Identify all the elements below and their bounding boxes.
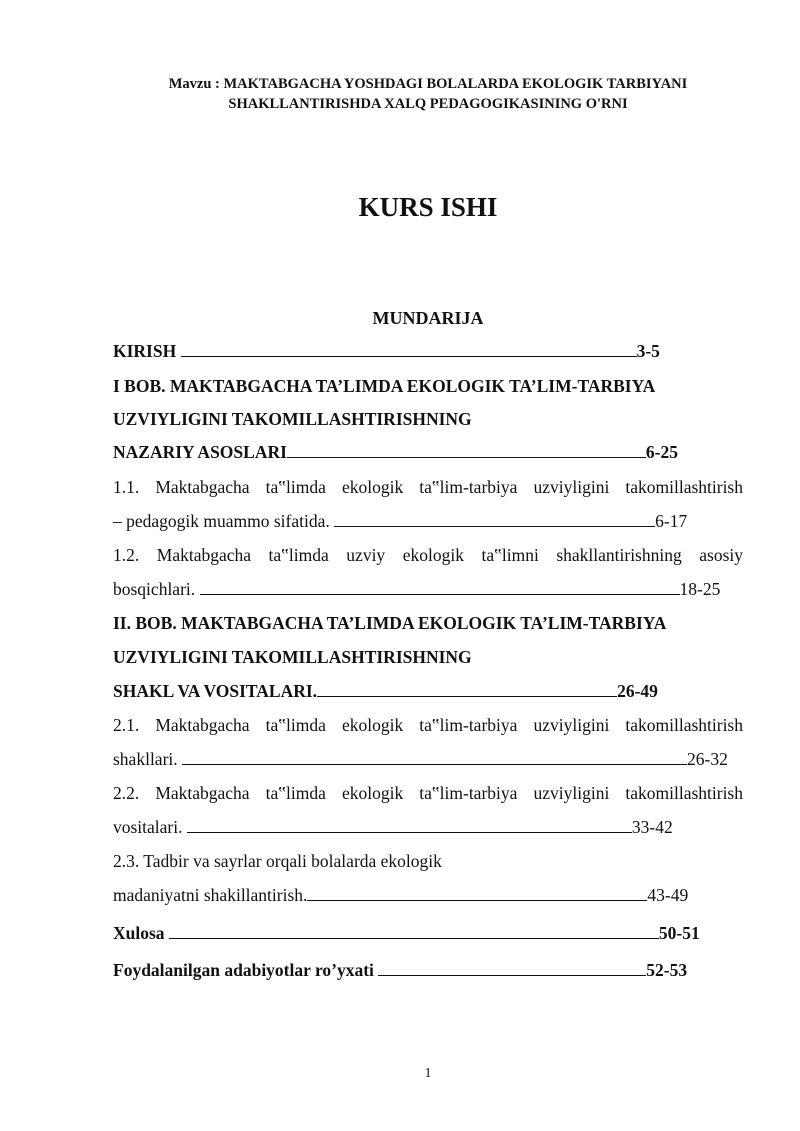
leader-line (187, 814, 632, 833)
toc-section-2-1-line-1: 2.1. Maktabgacha ta‟limda ekologik ta‟lim-tarbiya uzviyligini takomillashtirish (113, 715, 743, 735)
topic-heading (100, 74, 756, 114)
toc-entry-label: shakllari. (113, 749, 183, 769)
page-number: 1 (424, 1066, 432, 1081)
toc-entry-pages: 6-25 (645, 442, 678, 462)
leader-line (378, 957, 646, 976)
toc-section-1-2-line-2 (113, 576, 720, 602)
toc-entry-label: Foydalanilgan adabiyotlar ro’yxati (113, 960, 379, 980)
leader-line (317, 678, 617, 697)
toc-entry-pages: 3-5 (636, 341, 660, 361)
toc-entry-pages: 50-51 (658, 923, 700, 943)
leader-line (307, 882, 647, 901)
toc-chapter-2-line-2: UZVIYLIGINI TAKOMILLASHTIRISHNING (113, 647, 472, 667)
toc-chapter-1-line-1: I BOB. MAKTABGACHA TA’LIMDA EKOLOGIK TA’LIM-TARBIYA (113, 376, 656, 396)
toc-entry-label: SHAKL VA VOSITALARI. (113, 681, 318, 701)
toc-section-2-3-line-1: 2.3. Tadbir va sayrlar orqali bolalarda ekologik (113, 851, 442, 871)
toc-chapter-2-line-1: II. BOB. MAKTABGACHA TA’LIMDA EKOLOGIK TA’LIM-TARBIYA (113, 613, 667, 633)
toc-section-2-1-line-2 (113, 746, 728, 772)
toc-heading: MUNDARIJA (372, 308, 484, 328)
toc-entry-pages: 26-49 (617, 681, 658, 701)
document-title: KURS ISHI (358, 192, 498, 222)
toc-chapter-1-line-3 (113, 439, 678, 465)
leader-line (334, 508, 655, 527)
toc-entry-references (113, 957, 687, 983)
toc-section-1-1-line-2 (113, 508, 687, 534)
toc-entry-pages: 33-42 (631, 817, 673, 837)
toc-chapter-2-line-3 (113, 678, 658, 704)
toc-section-2-2-line-2 (113, 814, 673, 840)
topic-line-2: SHAKLLANTIRISHDA XALQ PEDAGOGIKASINING O'RNI (228, 96, 628, 112)
toc-section-1-2-line-1: 1.2. Maktabgacha ta‟limda uzviy ekologik ta‟limni shakllantirishning asosiy (113, 545, 743, 565)
leader-line (287, 439, 646, 458)
leader-line (169, 920, 659, 939)
toc-section-1-1-line-1: 1.1. Maktabgacha ta‟limda ekologik ta‟lim-tarbiya uzviyligini takomillashtirish (113, 477, 743, 497)
leader-line (200, 576, 680, 595)
toc-entry-label: – pedagogik muammo sifatida. (113, 511, 335, 531)
leader-line (181, 338, 637, 357)
toc-entry-pages: 43-49 (647, 885, 689, 905)
toc-entry-kirish (113, 338, 660, 364)
toc-entry-label: vositalari. (113, 817, 187, 837)
toc-entry-label: NAZARIY ASOSLARI (113, 442, 287, 462)
toc-entry-label: Xulosa (113, 923, 169, 943)
toc-entry-pages: 52-53 (646, 960, 688, 980)
toc-entry-label: madaniyatni shakillantirish. (113, 885, 308, 905)
toc-section-2-2-line-1: 2.2. Maktabgacha ta‟limda ekologik ta‟lim-tarbiya uzviyligini takomillashtirish (113, 783, 743, 803)
toc-entry-label: KIRISH (113, 341, 181, 361)
toc-entry-pages: 6-17 (655, 511, 688, 531)
toc-entry-xulosa (113, 920, 700, 946)
toc-entry-label: bosqichlari. (113, 579, 200, 599)
toc-chapter-1-line-2: UZVIYLIGINI TAKOMILLASHTIRISHNING (113, 409, 472, 429)
leader-line (182, 746, 687, 765)
toc-entry-pages: 26-32 (687, 749, 728, 769)
topic-line-1: Mavzu : MAKTABGACHA YOSHDAGI BOLALARDA EKOLOGIK TARBIYANI (168, 76, 688, 92)
toc-entry-pages: 18-25 (679, 579, 721, 599)
toc-section-2-3-line-2 (113, 882, 688, 908)
